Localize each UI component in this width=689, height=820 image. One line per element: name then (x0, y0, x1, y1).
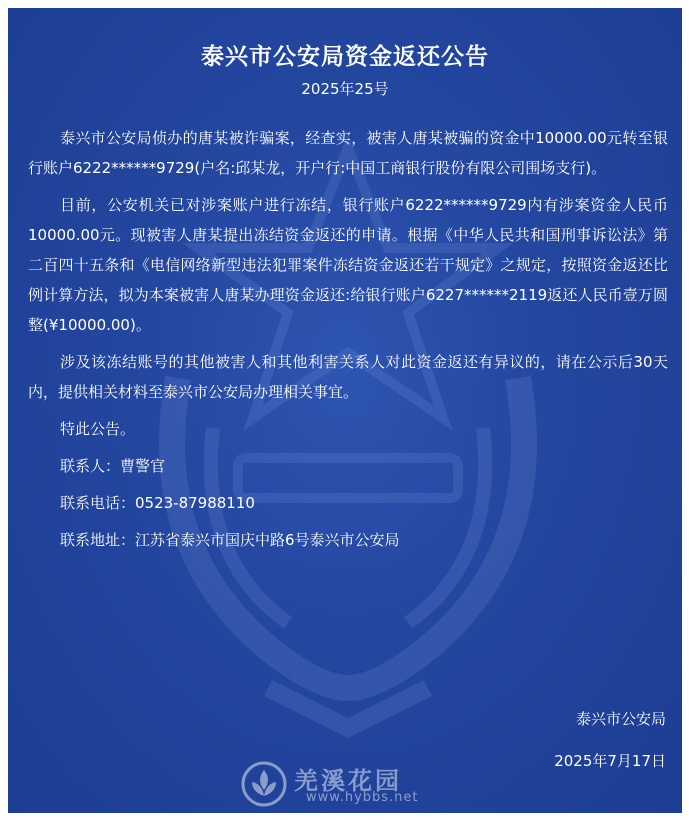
issuer-name: 泰兴市公安局 (575, 710, 666, 728)
watermark-url: www.hybbs.net (306, 790, 419, 805)
site-watermark (240, 760, 470, 808)
paragraph-case-facts: 泰兴市公安局侦办的唐某被诈骗案，经查实，被害人唐某被骗的资金中10000.00元转至银行账户6222******9729(户名:邱某龙，开户行:中国工商银行股份有限公司围场支行)。 (28, 129, 668, 177)
closing-line: 特此公告。 (60, 420, 136, 438)
paragraph-refund-plan: 目前，公安机关已对涉案账户进行冻结，银行账户6222******9729内有涉案资金人民币10000.00元。现被害人唐某提出冻结资金返还的申请。根据《中华人民共和国刑事诉讼法》第二百四十五条和《电信网络新型违法犯罪案件冻结资金返还若干规定》之规定，按照资金返还比例计算方法，拟为本案被害人唐某办理资金返还:给银行账户6227******2119返还人民币壹万圆整(¥10000.00)。 (28, 196, 668, 334)
contact-address: 联系地址：江苏省泰兴市国庆中路6号泰兴市公安局 (60, 531, 400, 549)
notice-board (8, 8, 682, 813)
notice-body (28, 123, 668, 562)
paragraph-objection: 涉及该冻结账号的其他被害人和其他利害关系人对此资金返还有异议的，请在公示后30天内，提供相关材料至泰兴市公安局办理相关事宜。 (28, 353, 668, 401)
watermark-site-name: 羌溪花园 (294, 767, 402, 795)
document-number: 2025年25号 (301, 80, 389, 98)
notice-title: 泰兴市公安局资金返还公告 (201, 44, 489, 70)
issue-date: 2025年7月17日 (554, 752, 666, 770)
flower-logo-icon (240, 760, 288, 808)
contact-phone: 联系电话：0523-87988110 (60, 494, 255, 512)
contact-person: 联系人：曹警官 (60, 457, 166, 475)
